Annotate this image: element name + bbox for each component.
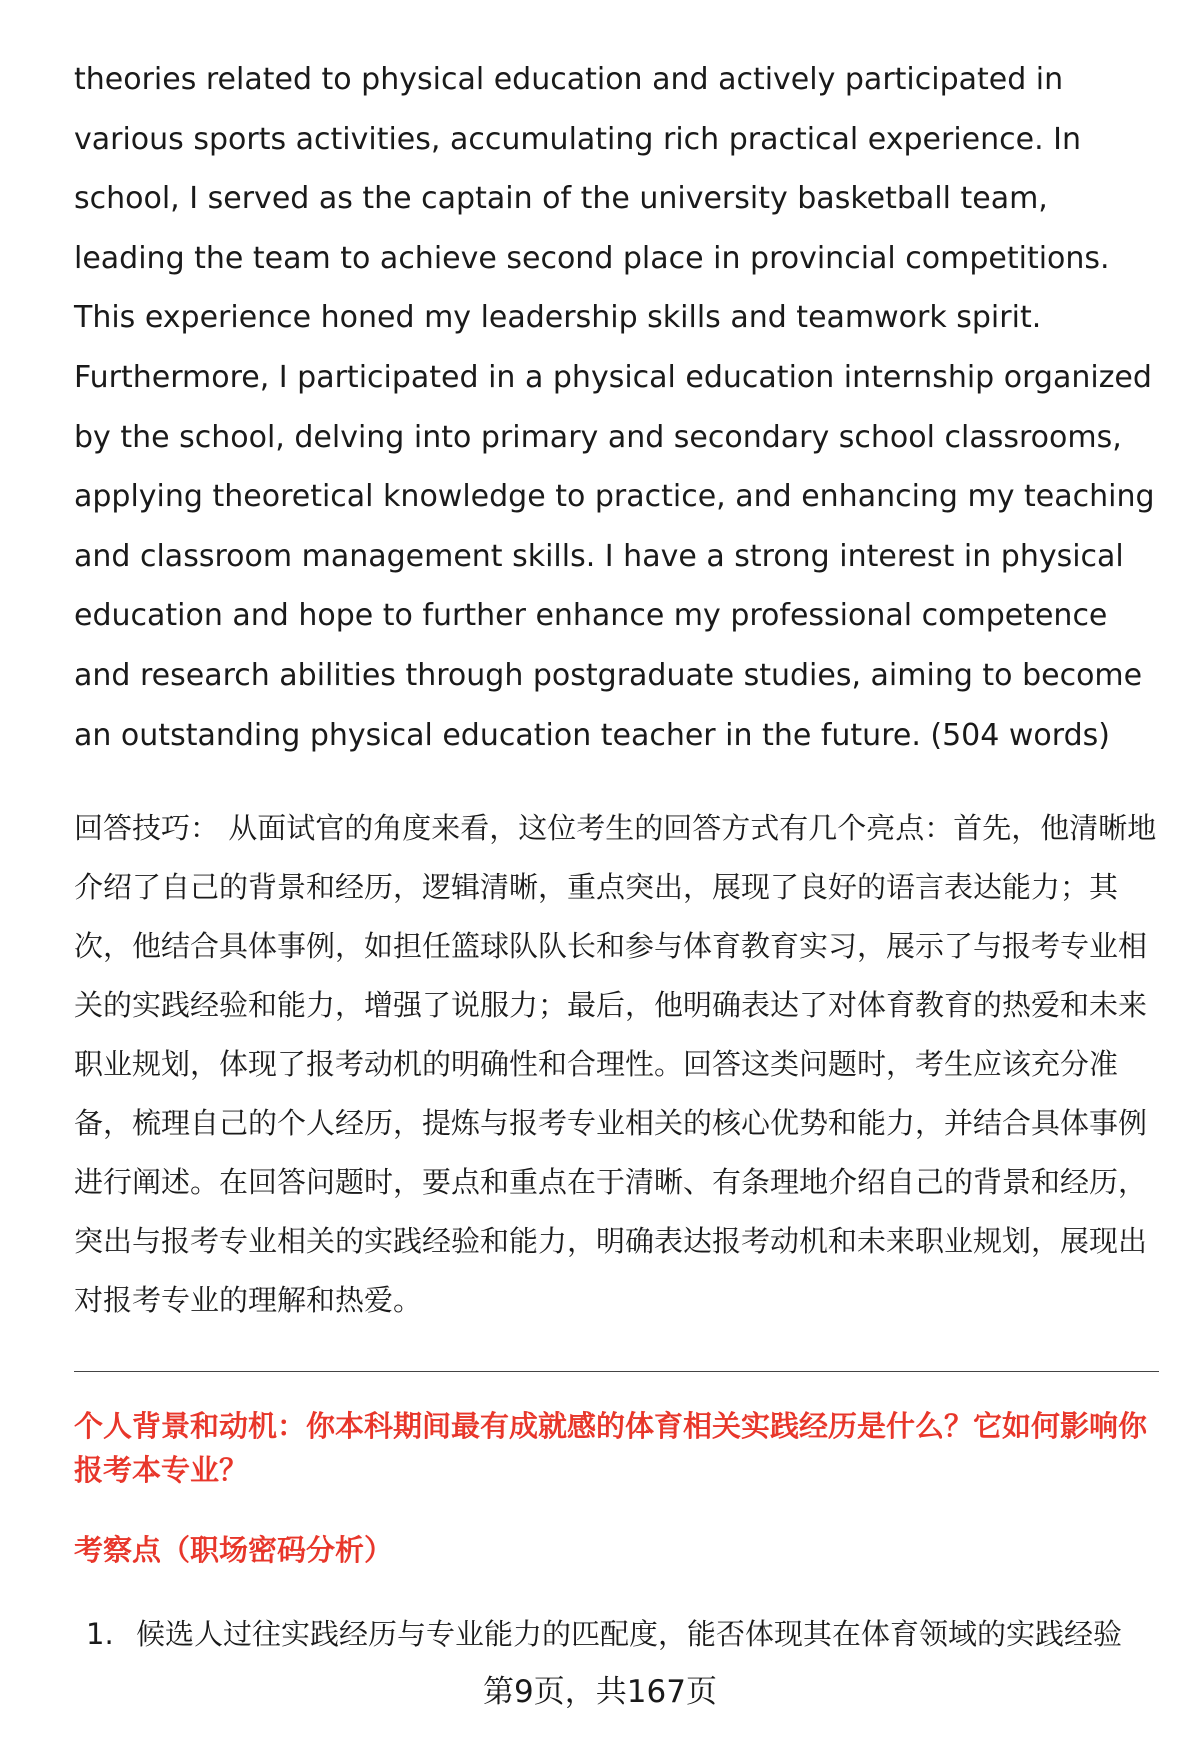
document-page — [74, 50, 1159, 1656]
list-item-number: 1. — [86, 1617, 114, 1652]
list-item — [74, 1612, 1159, 1656]
list-item-text: 候选人过往实践经历与专业能力的匹配度，能否体现其在体育领域的实践经验 — [136, 1617, 1123, 1652]
section-divider — [74, 1371, 1159, 1372]
english-answer-paragraph: theories related to physical education and actively participated in various sports activities, accumulating rich practical experience. In school, I served as the captain of the university basketball team, leading the team to achieve second place in provincial competitions. This experience honed my leadership skills and teamwork spirit. Furthermore, I participated in a physical education internship organized by the school, delving into primary and secondary school classrooms, applying theoretical knowledge to practice, and enhancing my teaching and classroom management skills. I have a strong interest in physical education and hope to further enhance my professional competence and research abilities through postgraduate studies, aiming to become an outstanding physical education teacher in the future. (504 words) — [74, 62, 1155, 753]
focus-points-title: 考察点（职场密码分析） — [74, 1533, 394, 1568]
page-number-footer: 第9页，共167页 — [483, 1674, 717, 1710]
question-heading: 个人背景和动机：你本科期间最有成就感的体育相关实践经历是什么？它如何影响你报考本专业？ — [74, 1409, 1148, 1488]
answer-tips-paragraph: 回答技巧： 从面试官的角度来看，这位考生的回答方式有几个亮点：首先，他清晰地介绍了自己的背景和经历，逻辑清晰，重点突出，展现了良好的语言表达能力；其次，他结合具体事例，如担任篮球队队长和参与体育教育实习，展示了与报考专业相关的实践经验和能力，增强了说服力；最后，他明确表达了对体育教育的热爱和未来职业规划，体现了报考动机的明确性和合理性。回答这类问题时，考生应该充分准备，梳理自己的个人经历，提炼与报考专业相关的核心优势和能力，并结合具体事例进行阐述。在回答问题时，要点和重点在于清晰、有条理地介绍自己的背景和经历，突出与报考专业相关的实践经验和能力，明确表达报考动机和未来职业规划，展现出对报考专业的理解和热爱。 — [74, 811, 1157, 1318]
